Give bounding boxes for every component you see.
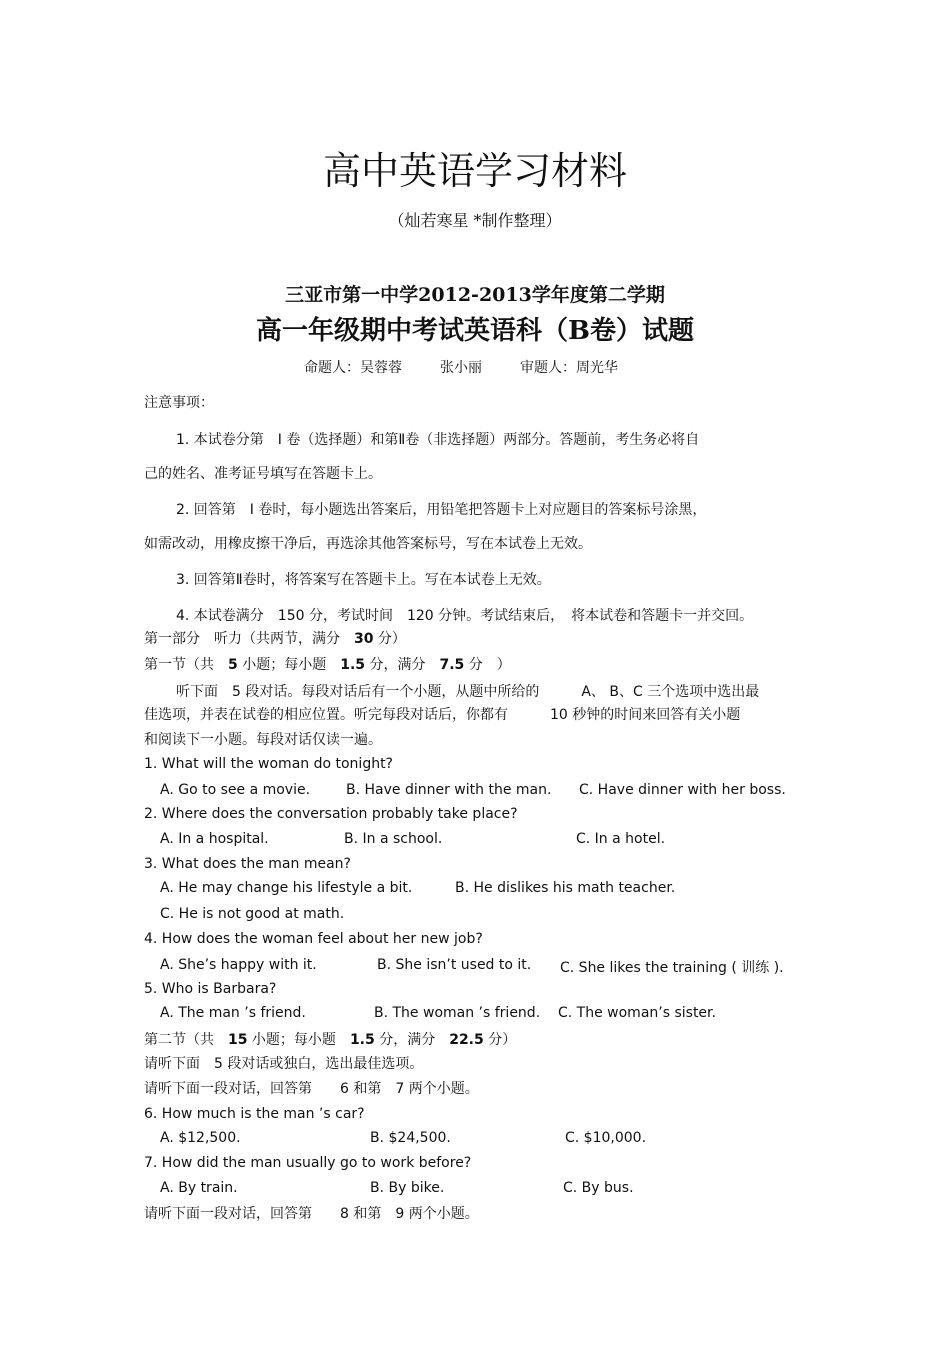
q2-option-c: C. In a hotel. (576, 831, 666, 847)
note-4: 4. 本试卷满分 150 分，考试时间 120 分钟。考试结束后， 将本试卷和答题卡一并交回。 (176, 608, 754, 624)
sec2-count: 15 (228, 1032, 248, 1048)
section2-heading (144, 1029, 516, 1049)
q1-option-b: B. Have dinner with the man. (346, 782, 552, 798)
instructions-line-2: 佳选项，并表在试卷的相应位置。听完每段对话后，你都有 10 秒钟的时间来回答有关小题 (144, 707, 741, 723)
instructions-line-1: 听下面 5 段对话。每段对话后有一个小题，从题中所给的 A、 B、C 三个选项中选出最 (176, 684, 760, 700)
exam-title: 高一年级期中考试英语科（B卷）试题 (256, 316, 694, 346)
q3-option-a: A. He may change his lifestyle a bit. (160, 880, 413, 896)
section1-heading (144, 654, 511, 674)
part1-heading-a: 第一部分 听力（共两节，满分 (144, 631, 354, 647)
part1-score: 30 (354, 631, 374, 647)
author-2: 张小丽 (440, 360, 482, 376)
q6-option-a: A. $12,500. (160, 1130, 241, 1146)
question-2: 2. Where does the conversation probably take place? (144, 806, 518, 822)
q4-option-a: A. She’s happy with it. (160, 957, 317, 973)
sec1-count: 5 (228, 657, 238, 673)
sec2-text-b: 小题；每小题 (247, 1032, 350, 1048)
reviewer-label: 审题人：周光华 (520, 360, 618, 376)
section2-instructions: 请听下面 5 段对话或独白，选出最佳选项。 (144, 1056, 424, 1072)
question-6: 6. How much is the man ’s car? (144, 1106, 365, 1122)
q7-option-c: C. By bus. (563, 1180, 634, 1196)
document-subtitle: （灿若寒星 *制作整理） (388, 211, 562, 230)
question-7: 7. How did the man usually go to work before? (144, 1155, 472, 1171)
q4-option-b: B. She isn’t used to it. (377, 957, 532, 973)
sec2-text-a: 第二节（共 (144, 1032, 228, 1048)
q2-option-a: A. In a hospital. (160, 831, 269, 847)
question-4: 4. How does the woman feel about her new job? (144, 931, 483, 947)
sec2-each: 1.5 (349, 1032, 375, 1048)
sec1-text-b: 小题；每小题 (237, 657, 341, 673)
note-2-line-2: 如需改动，用橡皮擦干净后，再选涂其他答案标号，写在本试卷上无效。 (144, 536, 592, 552)
q6-option-c: C. $10,000. (565, 1130, 647, 1146)
q7-option-a: A. By train. (160, 1180, 238, 1196)
instructions-line-3: 和阅读下一小题。每段对话仅读一遍。 (144, 732, 382, 748)
school-term-heading: 三亚市第一中学2012-2013学年度第二学期 (285, 284, 665, 306)
q5-option-c: C. The woman’s sister. (558, 1005, 716, 1021)
q2-option-b: B. In a school. (344, 831, 443, 847)
q1-option-c: C. Have dinner with her boss. (579, 782, 786, 798)
notes-heading: 注意事项： (144, 395, 214, 411)
question-3: 3. What does the man mean? (144, 856, 351, 872)
authors-line (304, 357, 618, 377)
q5-option-b: B. The woman ’s friend. (374, 1005, 541, 1021)
note-3: 3. 回答第Ⅱ卷时，将答案写在答题卡上。写在本试卷上无效。 (176, 572, 551, 588)
author-label: 命题人：吴蓉蓉 (304, 360, 402, 376)
question-5: 5. Who is Barbara? (144, 981, 277, 997)
sec1-text-c: 分，满分 (365, 657, 440, 673)
question-1: 1. What will the woman do tonight? (144, 756, 393, 772)
q7-option-b: B. By bike. (370, 1180, 445, 1196)
q4-option-c: C. She likes the training ( 训练 ). (560, 960, 784, 976)
part1-heading-b: 分） (373, 631, 406, 647)
sec2-total: 22.5 (449, 1032, 484, 1048)
note-1-line-2: 己的姓名、准考证号填写在答题卡上。 (144, 466, 382, 482)
dialog-8-9-instructions: 请听下面一段对话，回答第 8 和第 9 两个小题。 (144, 1206, 479, 1222)
sec1-text-d: 分 ） (464, 657, 511, 673)
sec2-text-c: 分，满分 (374, 1032, 450, 1048)
q6-option-b: B. $24,500. (370, 1130, 451, 1146)
sec1-total: 7.5 (439, 657, 465, 673)
dialog-6-7-instructions: 请听下面一段对话，回答第 6 和第 7 两个小题。 (144, 1081, 479, 1097)
note-2-line-1: 2. 回答第 I 卷时，每小题选出答案后，用铅笔把答题卡上对应题目的答案标号涂黑， (176, 502, 707, 518)
part1-heading (144, 628, 406, 648)
q5-option-a: A. The man ’s friend. (160, 1005, 306, 1021)
sec1-text-a: 第一节（共 (144, 657, 228, 673)
document-title: 高中英语学习材料 (322, 149, 627, 193)
q1-option-a: A. Go to see a movie. (160, 782, 311, 798)
note-1-line-1: 1. 本试卷分第 I 卷（选择题）和第Ⅱ卷（非选择题）两部分。答题前，考生务必将自 (176, 432, 700, 448)
q3-option-c: C. He is not good at math. (160, 906, 345, 922)
q3-option-b: B. He dislikes his math teacher. (455, 880, 676, 896)
sec2-text-d: 分） (483, 1032, 517, 1048)
sec1-each: 1.5 (340, 657, 366, 673)
